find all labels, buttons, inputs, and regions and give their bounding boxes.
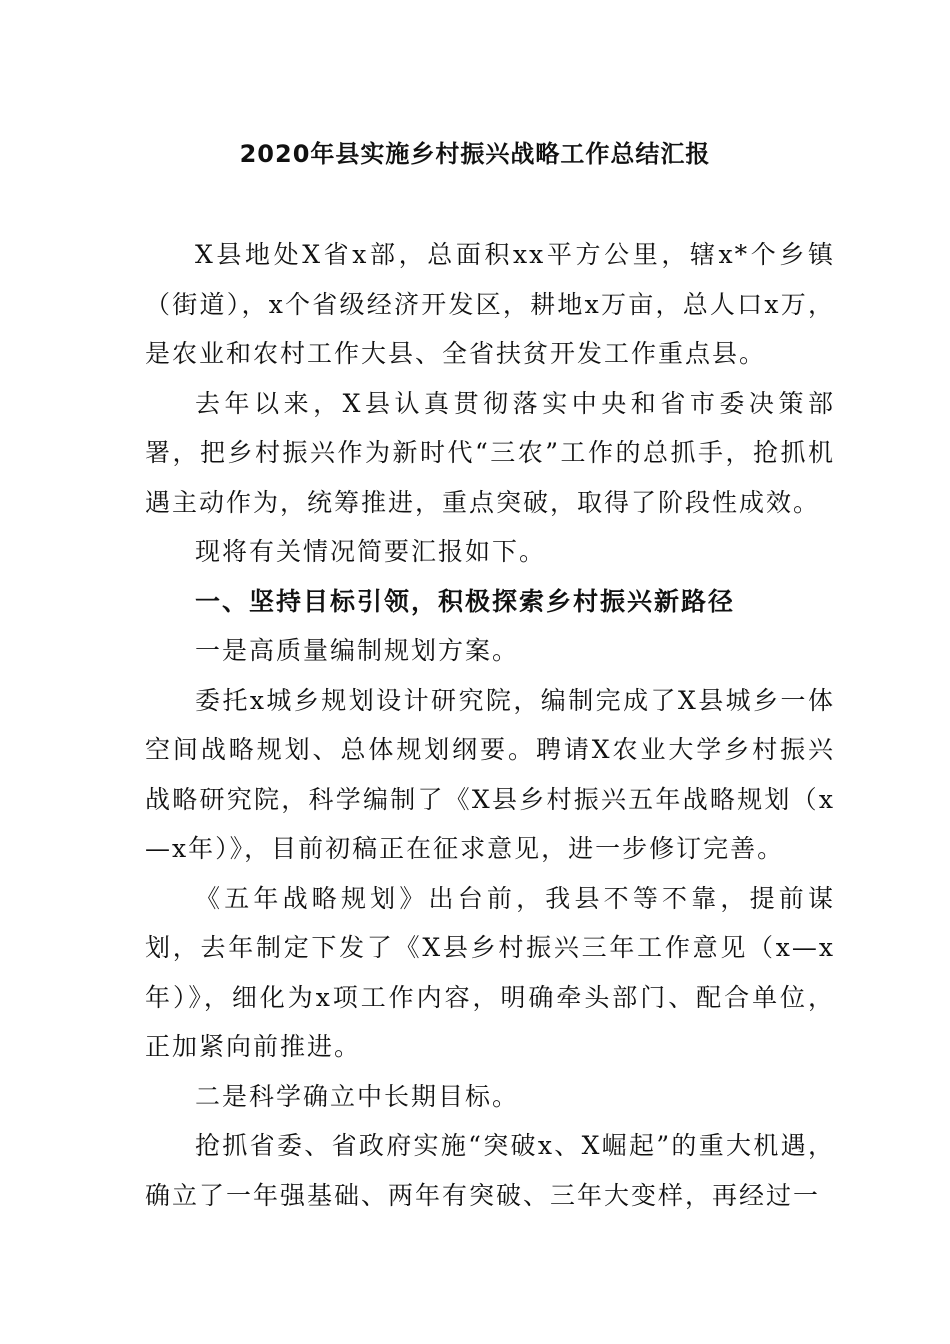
subheading-planning: 一是高质量编制规划方案。 (195, 636, 520, 665)
section-heading-1: 一、坚持目标引领，积极探索乡村振兴新路径 (195, 586, 736, 616)
paragraph-intro: X县地处X省x部，总面积xx平方公里，辖x*个乡镇（街道），x个省级经济开发区，耕地x万亩，总人口x万，是农业和农村工作大县、全省扶贫开发工作重点县。 (145, 240, 835, 368)
paragraph-five-year-plan: 《五年战略规划》出台前，我县不等不靠，提前谋划，去年制定下发了《X县乡村振兴三年工作意见（x—x年）》，细化为x项工作内容，明确牵头部门、配合单位，正加紧向前推进。 (145, 883, 835, 1061)
document-title: 2020年县实施乡村振兴战略工作总结汇报 (239, 140, 711, 168)
paragraph-report-lead: 现将有关情况简要汇报如下。 (195, 537, 547, 566)
paragraph-targets-detail: 抢抓省委、省政府实施“突破x、X崛起”的重大机遇，确立了一年强基础、两年有突破、三年大变样，再经过一 (145, 1131, 835, 1210)
paragraph-planning-detail: 委托x城乡规划设计研究院，编制完成了X县城乡一体空间战略规划、总体规划纲要。聘请X农业大学乡村振兴战略研究院，科学编制了《X县乡村振兴五年战略规划（x—x年）》，目前初稿正在征求意见，进一步修订完善。 (145, 685, 835, 863)
subheading-targets: 二是科学确立中长期目标。 (195, 1081, 520, 1111)
document-body (145, 230, 835, 1220)
paragraph-progress: 去年以来，X县认真贯彻落实中央和省市委决策部署，把乡村振兴作为新时代“三农”工作的总抓手，抢抓机遇主动作为，统筹推进，重点突破，取得了阶段性成效。 (145, 388, 835, 517)
